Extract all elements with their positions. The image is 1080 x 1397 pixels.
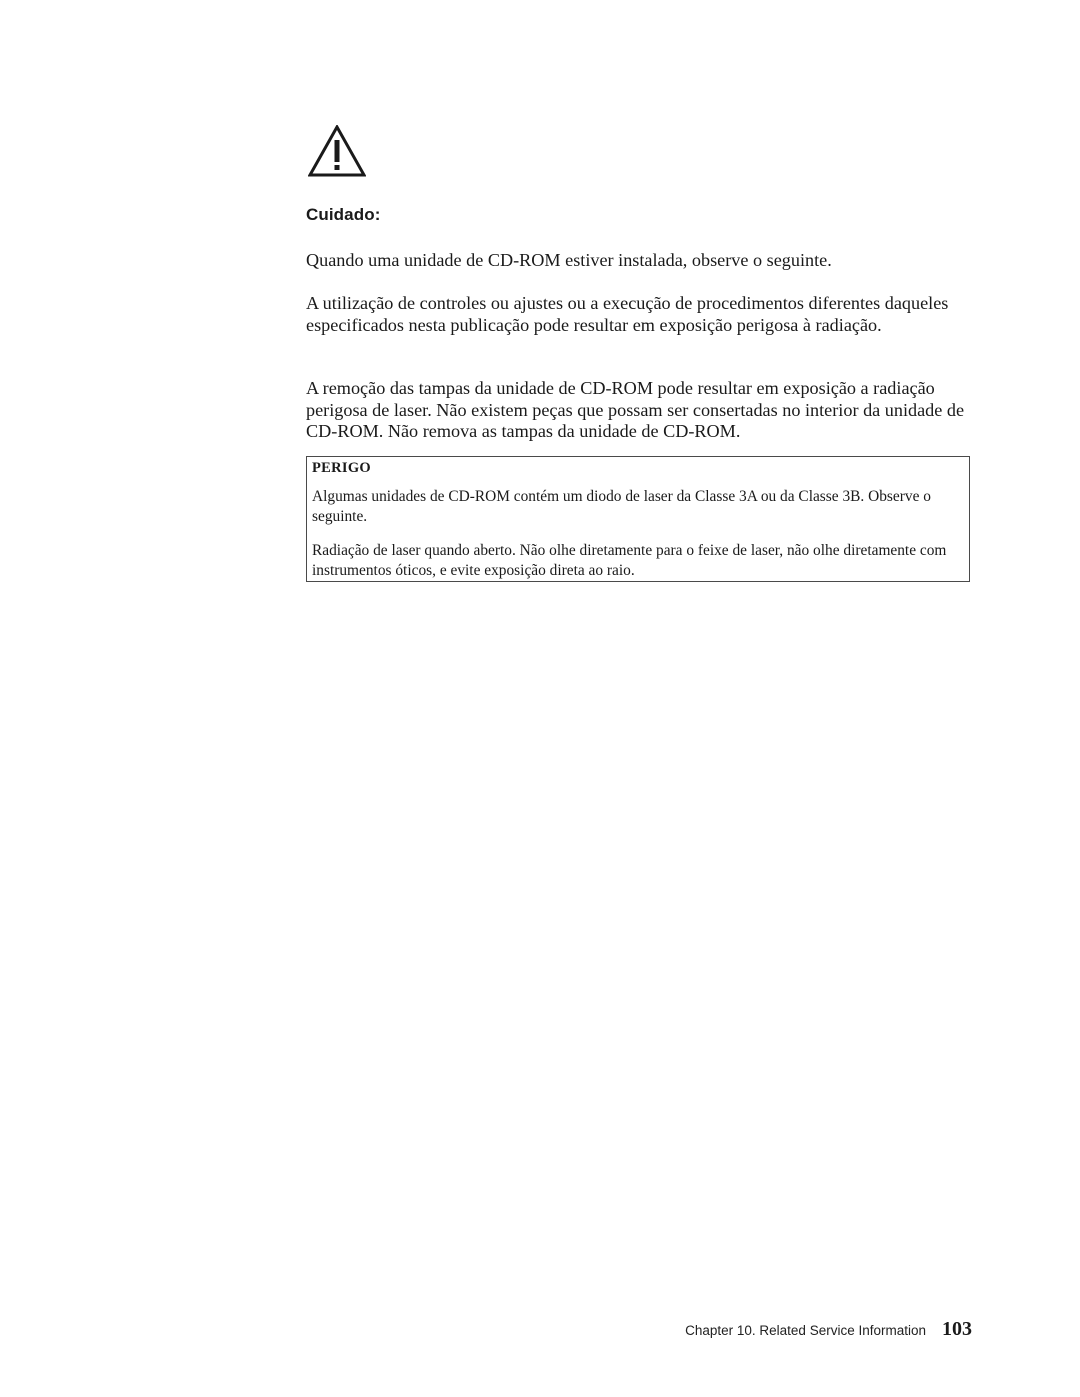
danger-notice-box (306, 456, 970, 582)
danger-paragraph-1: Algumas unidades de CD-ROM contém um diodo de laser da Classe 3A ou da Classe 3B. Observe o seguinte. (312, 488, 931, 525)
caution-heading: Cuidado: (306, 205, 381, 224)
footer-chapter-title: Chapter 10. Related Service Information (685, 1323, 926, 1338)
danger-title: PERIGO (312, 460, 371, 476)
danger-paragraph-2: Radiação de laser quando aberto. Não olhe diretamente para o feixe de laser, não olhe diretamente com instrumentos óticos, e evite exposição direta ao raio. (312, 542, 947, 579)
caution-paragraph-1: Quando uma unidade de CD-ROM estiver instalada, observe o seguinte. (306, 250, 832, 270)
caution-paragraph-3: A remoção das tampas da unidade de CD-ROM pode resultar em exposição a radiação perigosa de laser. Não existem peças que possam ser consertadas no interior da unidade de CD-ROM. Não remova as tampas da unidade de CD-ROM. (306, 378, 965, 441)
warning-triangle-icon (308, 125, 366, 177)
caution-paragraph-2: A utilização de controles ou ajustes ou a execução de procedimentos diferentes daqueles especificados nesta publicação pode resultar em exposição perigosa à radiação. (306, 293, 949, 335)
page-footer (685, 1318, 972, 1341)
page-number: 103 (942, 1318, 972, 1340)
